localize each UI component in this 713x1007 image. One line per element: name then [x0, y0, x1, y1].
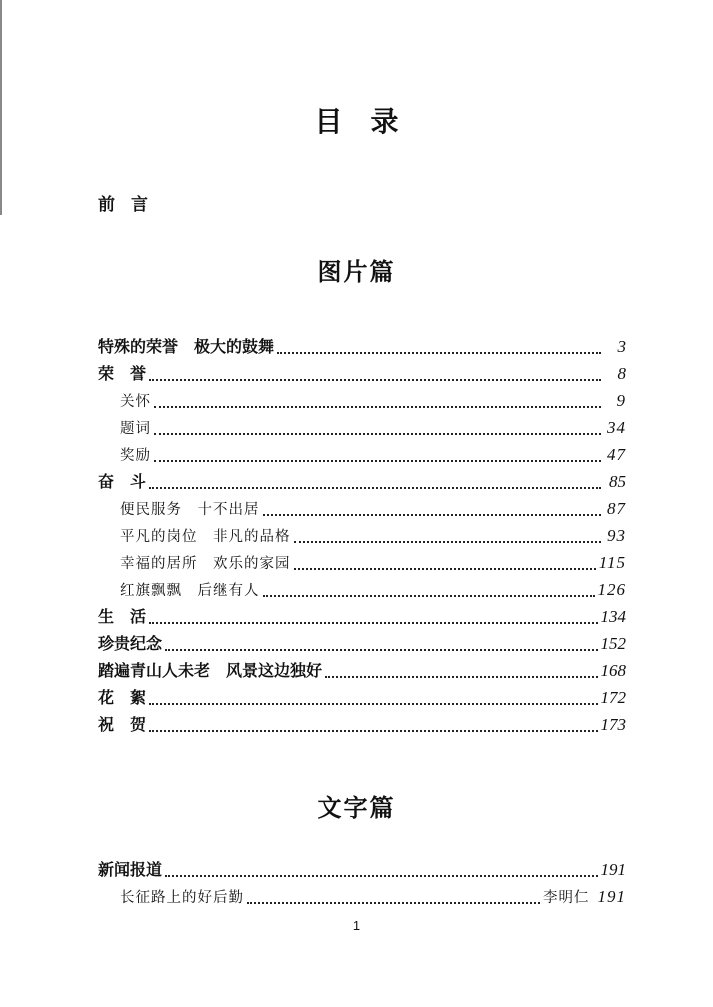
- page-number: 1: [352, 918, 361, 933]
- toc-entry[interactable]: [98, 684, 626, 711]
- toc-entry-page: 87: [607, 499, 626, 518]
- toc-leader-dots: [294, 541, 602, 543]
- toc-entry-page: 168: [600, 661, 626, 680]
- toc-entry[interactable]: [98, 360, 626, 387]
- toc-entry[interactable]: [98, 387, 626, 414]
- toc-leader-dots: [154, 406, 601, 408]
- toc-entry-page: 9: [616, 391, 626, 410]
- toc-entry-title: 奋 斗: [98, 472, 147, 491]
- toc-entry[interactable]: [98, 883, 626, 910]
- toc-entry-title: 奖励: [120, 448, 151, 464]
- toc-entry[interactable]: [98, 495, 626, 522]
- toc-entry[interactable]: [98, 441, 626, 468]
- toc-leader-dots: [149, 622, 597, 624]
- toc-list-texts: [98, 856, 626, 910]
- toc-entry-title: 新闻报道: [98, 860, 163, 879]
- toc-entry-title: 荣 誉: [98, 364, 147, 383]
- toc-leader-dots: [149, 379, 601, 381]
- toc-entry-title: 踏遍青山人未老 风景这边独好: [98, 661, 323, 680]
- toc-entry-page: 93: [607, 526, 626, 545]
- toc-entry-title: 特殊的荣誉 极大的鼓舞: [98, 337, 275, 356]
- toc-leader-dots: [149, 487, 601, 489]
- toc-entry[interactable]: [98, 856, 626, 883]
- toc-entry-title: 祝 贺: [98, 715, 147, 734]
- toc-entry-page: 134: [600, 607, 626, 626]
- toc-leader-dots: [294, 568, 596, 570]
- toc-leader-dots: [263, 595, 595, 597]
- section-heading-pictures: 图片篇: [317, 257, 396, 286]
- toc-entry-page: 3: [617, 337, 626, 356]
- toc-entry[interactable]: [98, 549, 626, 576]
- toc-leader-dots: [165, 649, 597, 651]
- toc-entry[interactable]: [98, 603, 626, 630]
- toc-leader-dots: [277, 352, 601, 354]
- toc-entry[interactable]: [98, 414, 626, 441]
- toc-entry-page: 34: [607, 418, 626, 437]
- toc-leader-dots: [325, 676, 597, 678]
- toc-leader-dots: [154, 433, 601, 435]
- toc-entry-page: 47: [607, 445, 626, 464]
- toc-entry-page: 191: [600, 860, 626, 879]
- toc-entry-page: 152: [600, 634, 626, 653]
- toc-entry-page: 172: [600, 688, 626, 707]
- toc-entry[interactable]: [98, 657, 626, 684]
- toc-leader-dots: [165, 875, 597, 877]
- toc-entry-title: 珍贵纪念: [98, 634, 163, 653]
- toc-entry[interactable]: [98, 711, 626, 738]
- toc-entry[interactable]: [98, 576, 626, 603]
- toc-entry-title: 红旗飘飘 后继有人: [120, 583, 260, 599]
- toc-entry-title: 便民服务 十不出居: [120, 502, 260, 518]
- toc-entry-page: 115: [598, 553, 626, 572]
- toc-list-pictures: [98, 333, 626, 738]
- toc-entry-page: 191: [597, 887, 626, 906]
- toc-entry-title: 长征路上的好后勤: [120, 890, 244, 906]
- toc-entry-title: 平凡的岗位 非凡的品格: [120, 529, 291, 545]
- toc-entry-page: 8: [617, 364, 626, 383]
- toc-entry-page: 173: [600, 715, 626, 734]
- section-heading-texts: 文字篇: [317, 793, 396, 822]
- toc-entry-page: 126: [597, 580, 626, 599]
- toc-leader-dots: [149, 730, 597, 732]
- toc-leader-dots: [154, 460, 601, 462]
- toc-entry-author: 李明仁: [543, 890, 590, 906]
- toc-entry-title: 关怀: [120, 394, 151, 410]
- toc-leader-dots: [149, 703, 597, 705]
- toc-leader-dots: [247, 902, 540, 904]
- toc-entry[interactable]: [98, 630, 626, 657]
- toc-entry[interactable]: [98, 468, 626, 495]
- page-title: 目录: [314, 105, 427, 138]
- preface-entry: 前言: [98, 195, 164, 215]
- toc-entry[interactable]: [98, 522, 626, 549]
- toc-entry[interactable]: [98, 333, 626, 360]
- toc-entry-title: 生 活: [98, 607, 147, 626]
- toc-entry-page: 85: [609, 472, 626, 491]
- toc-entry-title: 题词: [120, 421, 151, 437]
- toc-entry-title: 花 絮: [98, 688, 147, 707]
- toc-entry-title: 幸福的居所 欢乐的家园: [120, 556, 291, 572]
- toc-leader-dots: [263, 514, 602, 516]
